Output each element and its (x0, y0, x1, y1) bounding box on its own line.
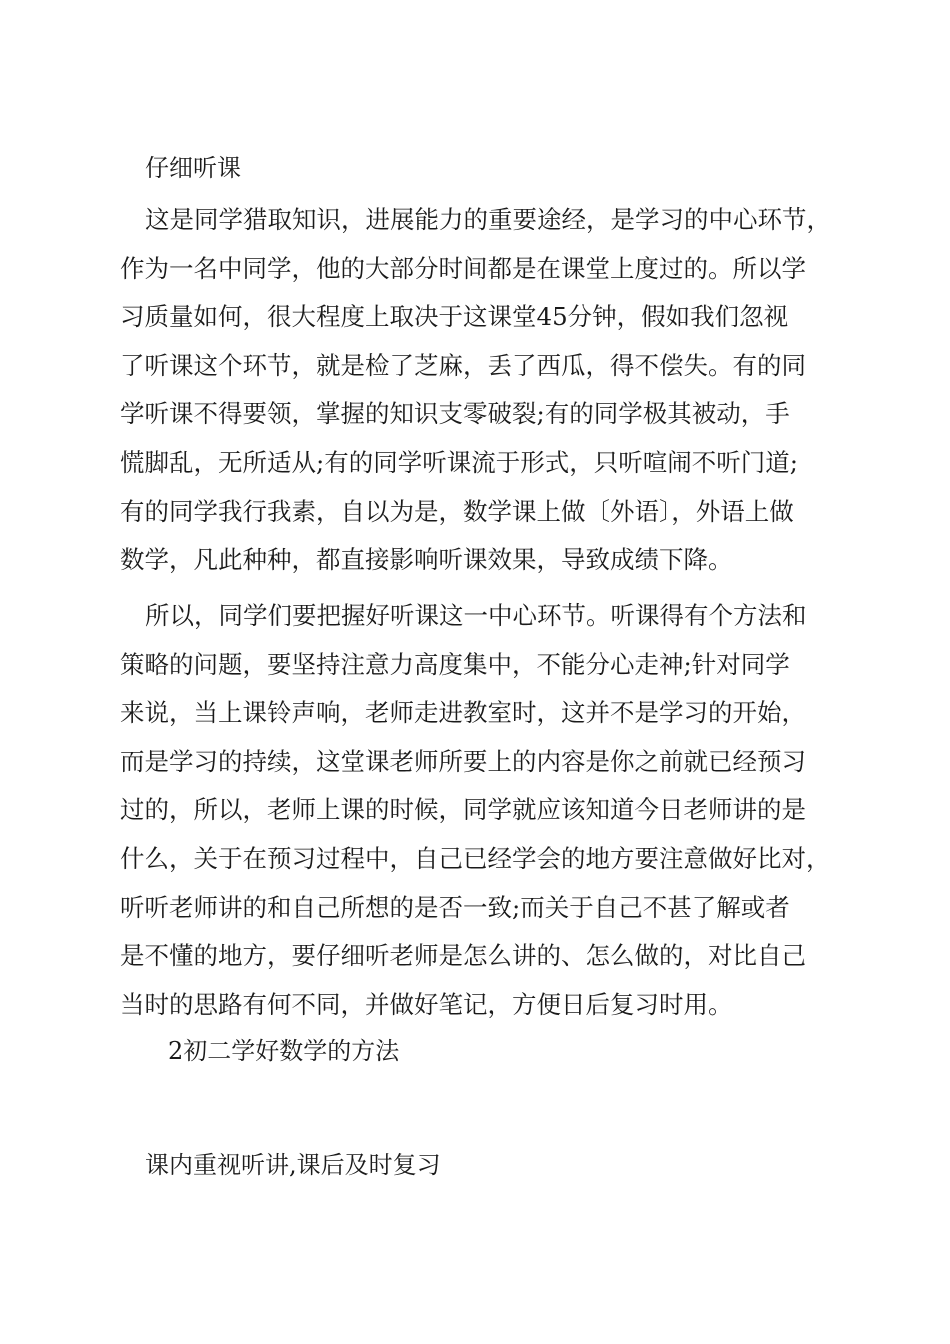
paragraph-line: 策略的问题，要坚持注意力高度集中，不能分心走神;针对同学 (120, 649, 790, 679)
paragraph-1 (120, 196, 855, 585)
paragraph-line: 作为一名中同学，他的大部分时间都是在课堂上度过的。所以学 (120, 253, 806, 283)
section-heading-careful-listening: 仔细听课 (145, 154, 241, 182)
paragraph-line: 当时的思路有何不同，并做好笔记，方便日后复习时用。 (120, 989, 733, 1019)
paragraph-line: 数学，凡此种种，都直接影响听课效果，导致成绩下降。 (120, 545, 733, 575)
section-heading-lecture-review: 课内重视听讲,课后及时复习 (145, 1151, 441, 1179)
paragraph-line: 是不懂的地方，要仔细听老师是怎么讲的、怎么做的，对比自己 (120, 941, 806, 971)
paragraph-line: 了听课这个环节，就是检了芝麻，丢了西瓜，得不偿失。有的同 (120, 350, 806, 380)
paragraph-2 (120, 592, 855, 1029)
paragraph-line: 听听老师讲的和自己所想的是否一致;而关于自己不甚了解或者 (120, 892, 790, 922)
paragraph-line: 这是同学猎取知识，进展能力的重要途经，是学习的中心环节， (145, 205, 831, 234)
paragraph-line: 来说，当上课铃声响，老师走进教室时，这并不是学习的开始， (120, 698, 806, 728)
paragraph-line: 慌脚乱，无所适从;有的同学听课流于形式，只听喧闹不听门道; (120, 447, 799, 477)
section-heading-math-methods: 2初二学好数学的方法 (168, 1037, 400, 1065)
paragraph-line: 而是学习的持续，这堂课老师所要上的内容是你之前就已经预习 (120, 746, 806, 776)
paragraph-line: 所以，同学们要把握好听课这一中心环节。听课得有个方法和 (145, 601, 807, 630)
paragraph-line: 过的，所以，老师上课的时候，同学就应该知道今日老师讲的是 (120, 795, 806, 825)
paragraph-line: 有的同学我行我素，自以为是，数学课上做〔外语〕，外语上做 (120, 496, 794, 526)
paragraph-line: 什么，关于在预习过程中，自己已经学会的地方要注意做好比对， (120, 843, 831, 873)
paragraph-line: 习质量如何，很大程度上取决于这课堂45分钟，假如我们忽视 (120, 302, 789, 332)
paragraph-line: 学听课不得要领，掌握的知识支零破裂;有的同学极其被动，手 (120, 399, 790, 429)
